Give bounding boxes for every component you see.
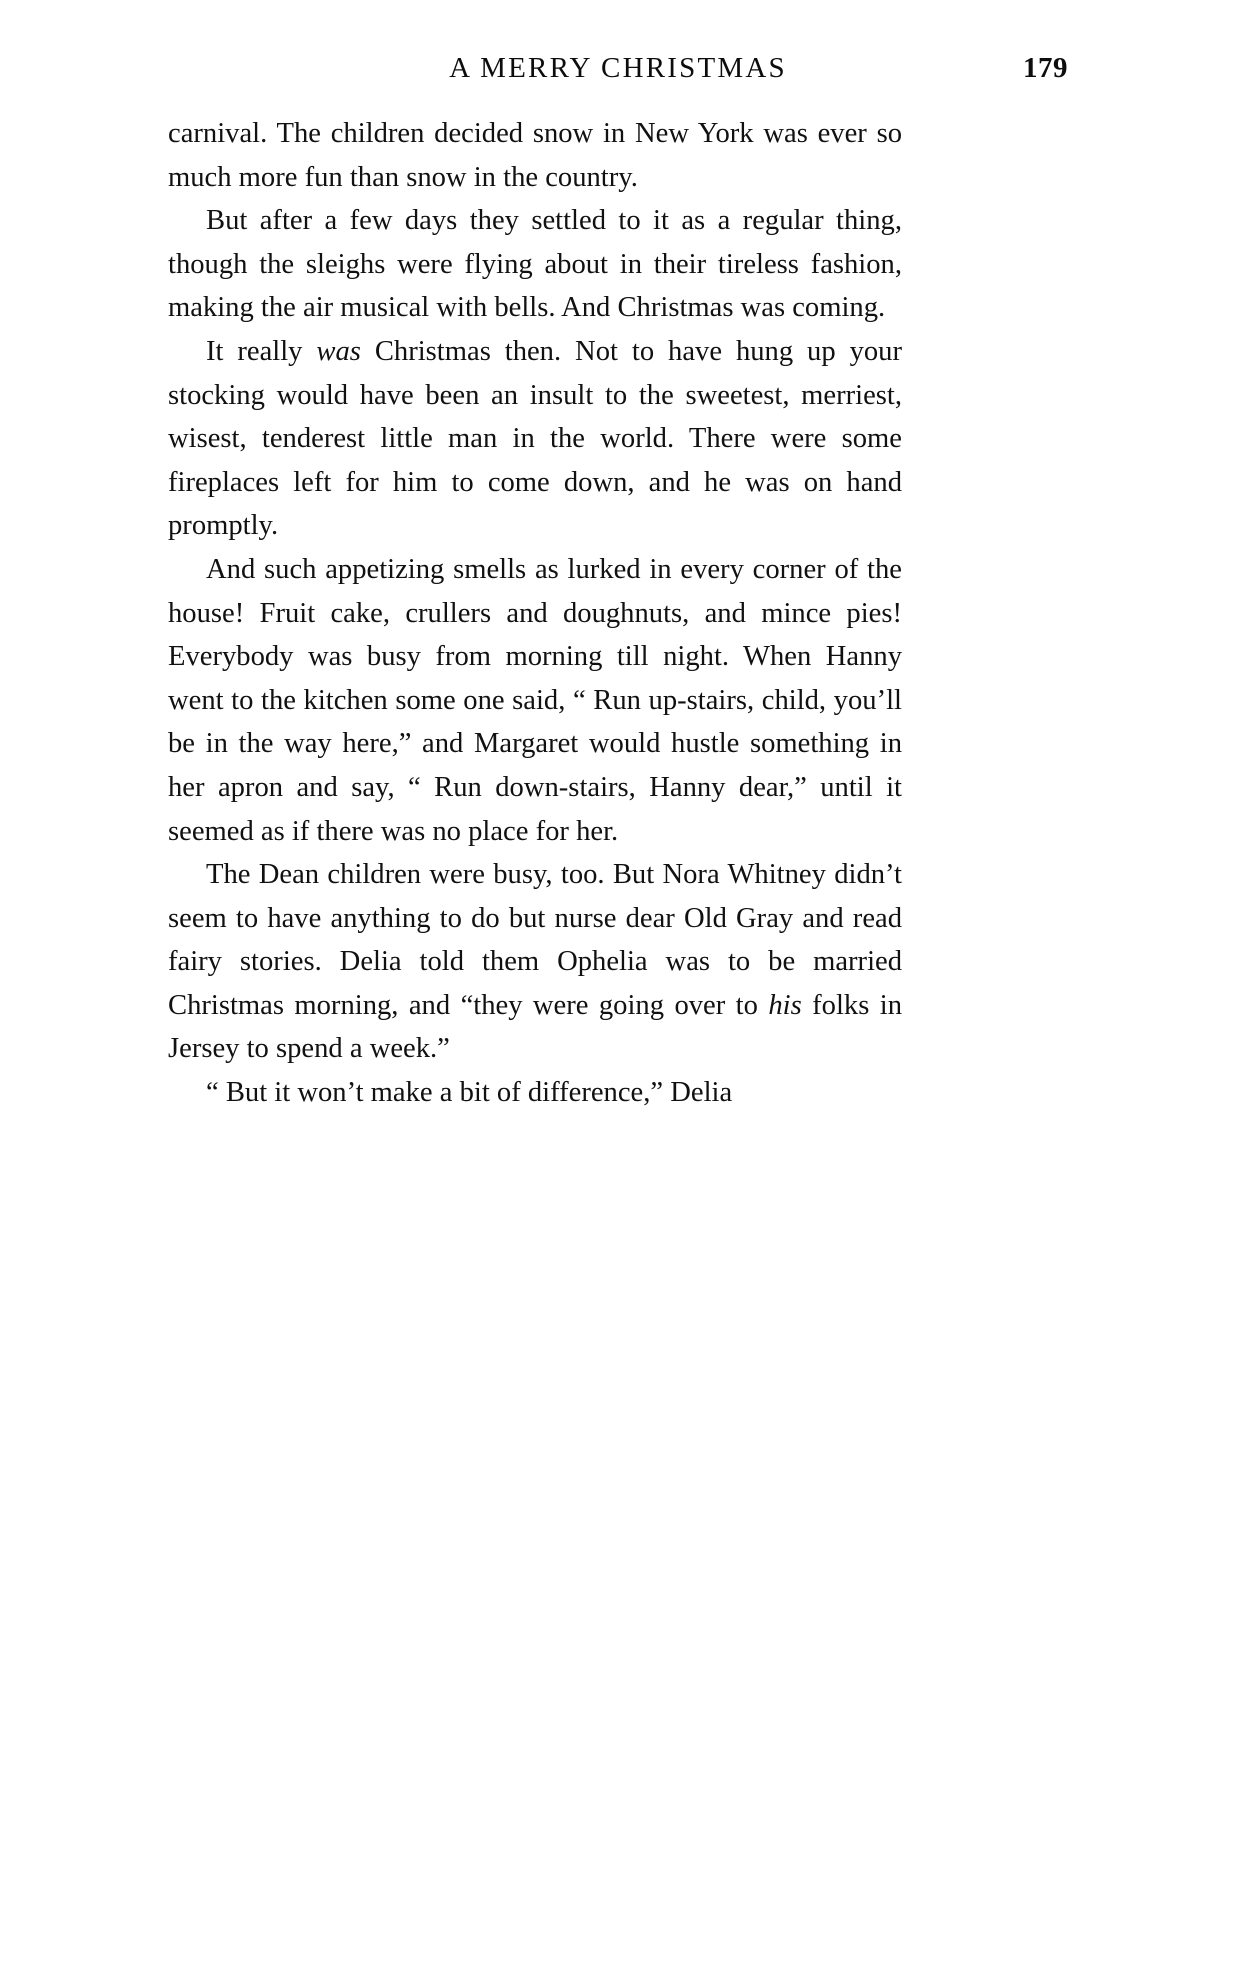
paragraph-1: carnival. The children decided snow in New York was ever so much more fun than snow in the country. xyxy=(168,118,902,193)
page-number: 179 xyxy=(1023,52,1068,84)
running-title: A MERRY CHRISTMAS xyxy=(449,52,787,84)
body-text xyxy=(168,112,902,1115)
paragraph-5: The Dean children were busy, too. But Nora Whitney didn’t seem to have anything to do but nurse dear Old Gray and read fairy stories. Delia told them Ophelia was to be married Christmas morning, and “they were going over to his folks in Jersey to spend a week.” xyxy=(168,859,902,1065)
paragraph-4: And such appetizing smells as lurked in every corner of the house! Fruit cake, crullers and doughnuts, and mince pies! Everybody was busy from morning till night. When Hanny went to the kitchen some one said, “ Run up-stairs, child, you’ll be in the way here,” and Margaret would hustle something in her apron and say, “ Run down-stairs, Hanny dear,” until it seemed as if there was no place for her. xyxy=(168,553,902,847)
page-header xyxy=(168,52,1068,92)
paragraph-3: It really was Christmas then. Not to have hung up your stocking would have been an insult to the sweetest, merriest, wisest, tenderest little man in the world. There were some fireplaces left for him to come down, and he was on hand promptly. xyxy=(168,335,902,542)
paragraph-2: But after a few days they settled to it as a regular thing, though the sleighs were flying about in their tireless fashion, making the air musical with bells. And Christmas was coming. xyxy=(168,205,902,324)
paragraph-6: “ But it won’t make a bit of difference,” Delia xyxy=(206,1077,733,1109)
